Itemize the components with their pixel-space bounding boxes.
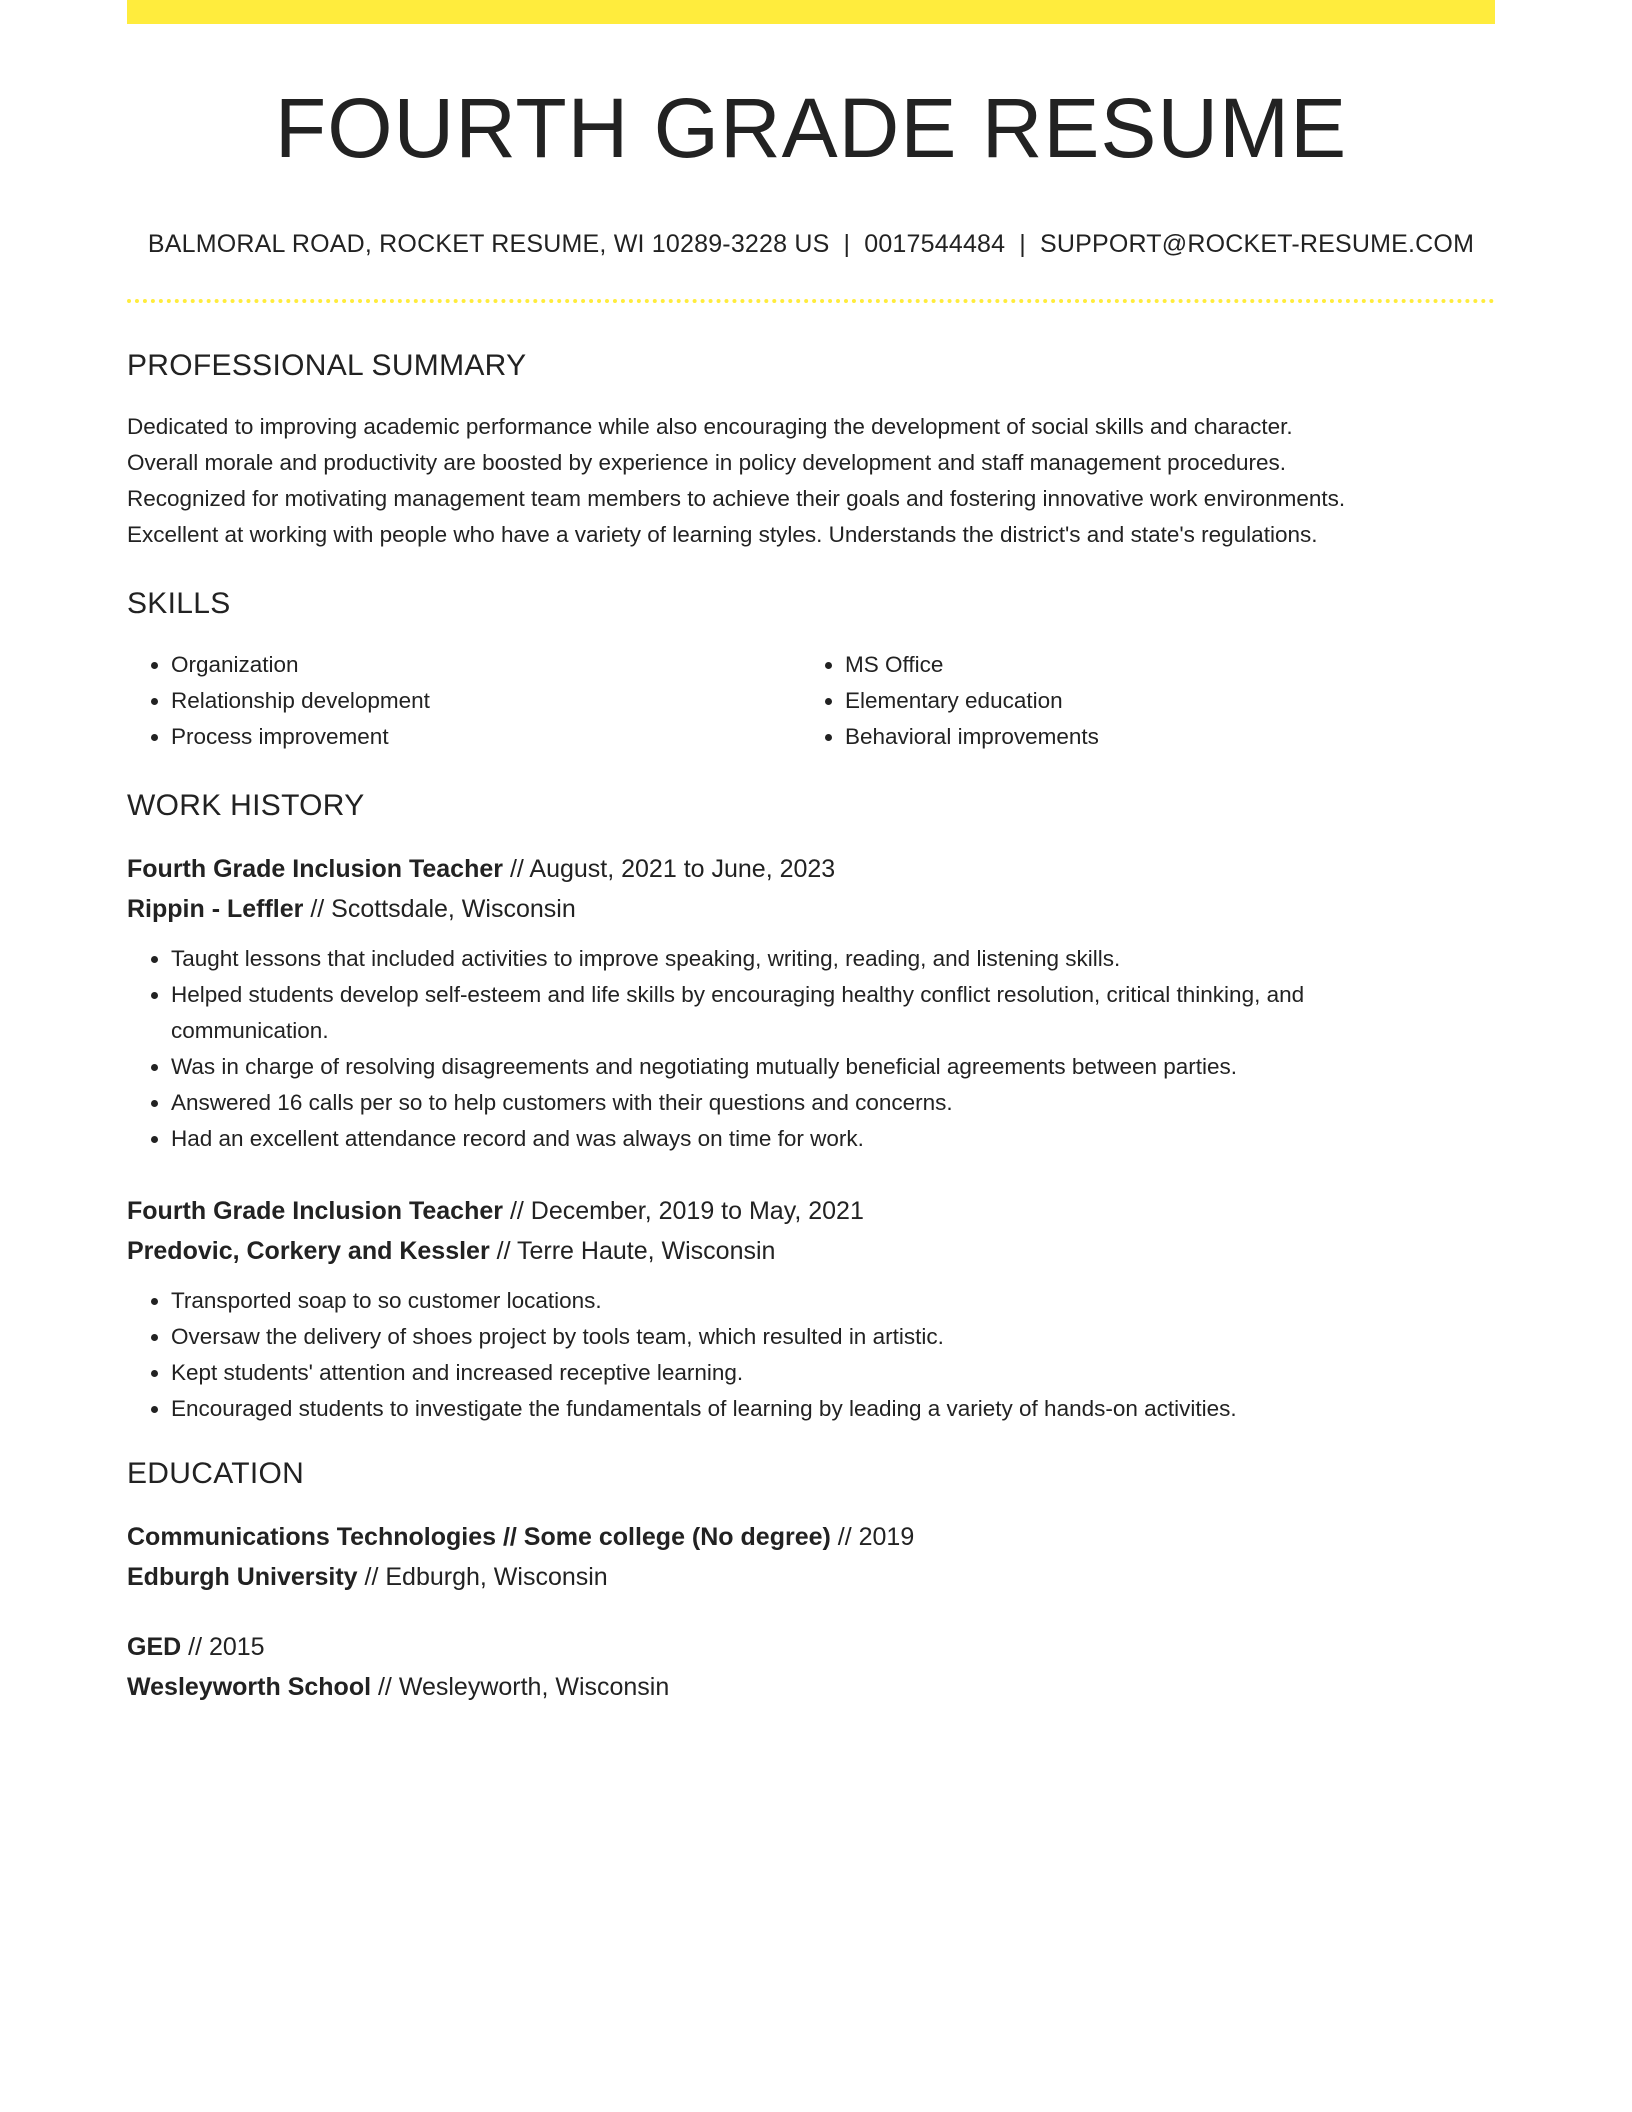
skill-item: • Organization xyxy=(171,647,801,683)
education-school: Wesleyworth School xyxy=(127,1673,372,1702)
contact-email[interactable]: SUPPORT@ROCKET-RESUME.COM xyxy=(1039,230,1475,259)
job-bullet: • Taught lessons that included activities to improve speaking, writing, reading, and listening skills. xyxy=(171,941,1495,977)
resume-page xyxy=(127,0,1495,1707)
summary-heading: PROFESSIONAL SUMMARY xyxy=(127,349,527,383)
skill-item: • Relationship development xyxy=(171,683,801,719)
job-dates: // December, 2019 to May, 2021 xyxy=(503,1197,864,1226)
contact-phone: 0017544484 xyxy=(864,230,1006,259)
top-accent-bar xyxy=(127,0,1495,24)
job-bullets xyxy=(127,1283,1495,1427)
job-bullet: • Encouraged students to investigate the fundamentals of learning by leading a variety of hands-on activities. xyxy=(171,1391,1495,1427)
job-company: Rippin - Leffler xyxy=(127,895,304,924)
skills-column-left xyxy=(127,647,801,755)
education-location: // Wesleyworth, Wisconsin xyxy=(371,1673,670,1702)
summary-line: Dedicated to improving academic performance while also encouraging the development of social skills and character. xyxy=(127,414,1293,440)
education-degree: Communications Technologies // Some college (No degree) xyxy=(127,1523,831,1552)
job-bullet: • Helped students develop self-esteem and life skills by encouraging healthy conflict resolution, critical thinking, and communication. xyxy=(171,977,1495,1049)
resume-title: FOURTH GRADE RESUME xyxy=(274,81,1348,175)
skill-item: • Behavioral improvements xyxy=(845,719,1475,755)
job-location: // Terre Haute, Wisconsin xyxy=(489,1237,776,1266)
job-bullet: • Kept students' attention and increased receptive learning. xyxy=(171,1355,1495,1391)
contact-separator: | xyxy=(843,230,851,259)
job-role: Fourth Grade Inclusion Teacher xyxy=(127,855,503,884)
education-entry xyxy=(127,1627,1495,1707)
education-entry xyxy=(127,1517,1495,1597)
job-role: Fourth Grade Inclusion Teacher xyxy=(127,1197,503,1226)
job-location: // Scottsdale, Wisconsin xyxy=(303,895,576,924)
education-year: // 2019 xyxy=(830,1523,915,1552)
job-bullets xyxy=(127,941,1495,1157)
contact-line xyxy=(127,230,1495,259)
job-entry-header xyxy=(127,1191,1495,1271)
skills-heading: SKILLS xyxy=(127,587,231,621)
education-location: // Edburgh, Wisconsin xyxy=(357,1563,608,1592)
job-bullet: • Was in charge of resolving disagreements and negotiating mutually beneficial agreements between parties. xyxy=(171,1049,1495,1085)
job-bullet: • Answered 16 calls per so to help customers with their questions and concerns. xyxy=(171,1085,1495,1121)
job-entry-header xyxy=(127,849,1495,929)
job-dates: // August, 2021 to June, 2023 xyxy=(503,855,836,884)
skill-item: • Process improvement xyxy=(171,719,801,755)
job-bullet: • Had an excellent attendance record and was always on time for work. xyxy=(171,1121,1495,1157)
summary-line: Recognized for motivating management team members to achieve their goals and fostering innovative work environments. xyxy=(127,486,1346,512)
education-school: Edburgh University xyxy=(127,1563,358,1592)
job-company: Predovic, Corkery and Kessler xyxy=(127,1237,490,1266)
skills-list xyxy=(127,647,1495,755)
education-degree: GED xyxy=(127,1633,182,1662)
summary-text xyxy=(127,409,1495,553)
summary-line: Excellent at working with people who have a variety of learning styles. Understands the district's and state's regulations. xyxy=(127,522,1318,548)
work-history-heading: WORK HISTORY xyxy=(127,789,365,823)
job-bullet: • Transported soap to so customer locations. xyxy=(171,1283,1495,1319)
contact-address: BALMORAL ROAD, ROCKET RESUME, WI 10289-3228 US xyxy=(147,230,830,259)
education-heading: EDUCATION xyxy=(127,1457,305,1491)
skills-column-right xyxy=(801,647,1475,755)
contact-separator: | xyxy=(1019,230,1026,259)
dotted-divider xyxy=(127,299,1495,303)
summary-line: Overall morale and productivity are boosted by experience in policy development and staff management procedures. xyxy=(127,450,1286,476)
skill-item: • MS Office xyxy=(845,647,1475,683)
skill-item: • Elementary education xyxy=(845,683,1475,719)
job-bullet: • Oversaw the delivery of shoes project by tools team, which resulted in artistic. xyxy=(171,1319,1495,1355)
education-year: // 2015 xyxy=(181,1633,265,1662)
